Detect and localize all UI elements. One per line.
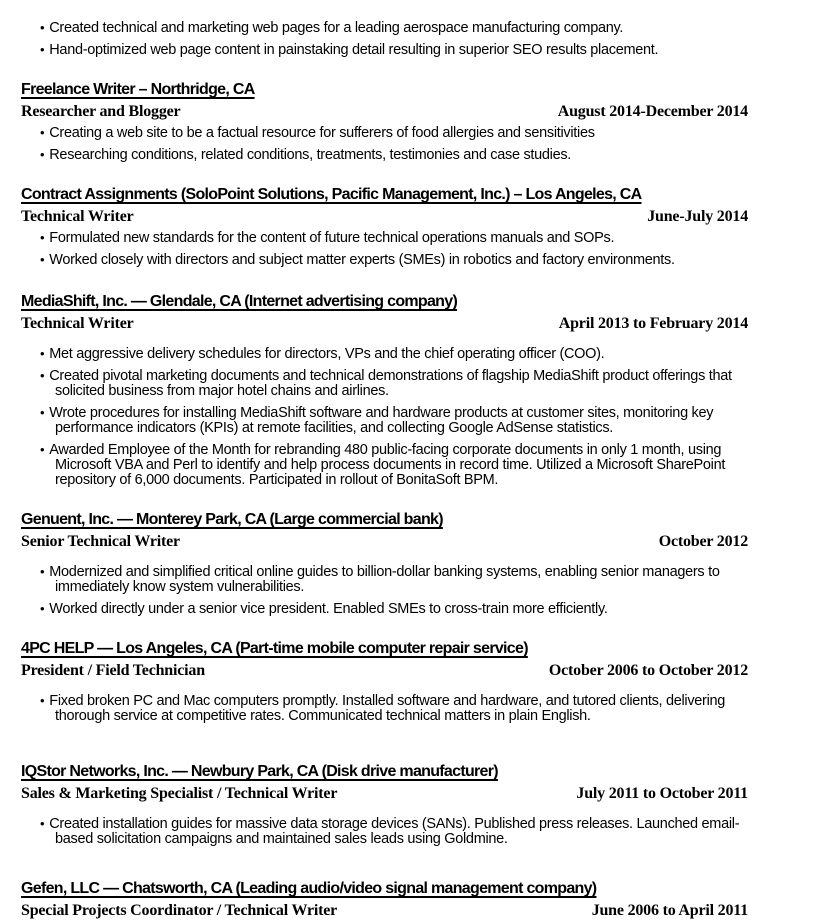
bullet-text: Formulated new standards for the content of future technical operations manuals and SOPs. [49, 230, 615, 246]
job-dates: August 2014-December 2014 [557, 103, 748, 120]
job-dates: June 2006 to April 2011 [591, 902, 748, 919]
bullet-text: Wrote procedures for installing MediaShift software and hardware products at customer sites, monitoring key performance indicators (KPIs) at remote facilities, and collecting Google AdSense statistics. [49, 405, 714, 436]
bullet-item [21, 230, 748, 246]
job-section-4pc-help [21, 639, 748, 724]
job-title: Technical Writer [21, 208, 134, 225]
job-section-iqstor [21, 762, 748, 847]
job-title: Senior Technical Writer [21, 533, 180, 550]
bullet-item [21, 693, 748, 724]
section-heading: Genuent, Inc. — Monterey Park, CA (Large commercial bank) [21, 511, 443, 528]
bullet-marker-icon: • [40, 230, 45, 245]
section-heading: Contract Assignments (SoloPoint Solutions, Pacific Management, Inc.) – Los Angeles, CA [21, 186, 642, 203]
bullet-marker-icon: • [40, 405, 45, 420]
bullet-item [21, 405, 748, 436]
section-heading: MediaShift, Inc. — Glendale, CA (Internet advertising company) [21, 293, 458, 310]
job-title-row [21, 314, 748, 333]
job-section-mediashift [21, 292, 748, 488]
job-dates: October 2012 [658, 533, 748, 550]
bullet-list [21, 346, 748, 488]
job-title: Sales & Marketing Specialist / Technical Writer [21, 785, 338, 802]
job-title-row [21, 102, 748, 121]
bullet-item [21, 147, 748, 163]
bullet-marker-icon: • [40, 601, 45, 616]
bullet-text: Met aggressive delivery schedules for directors, VPs and the chief operating officer (COO). [49, 346, 605, 362]
bullet-marker-icon: • [40, 346, 45, 361]
job-title: Special Projects Coordinator / Technical Writer [21, 902, 338, 919]
job-section-genuent [21, 510, 748, 617]
job-title: Technical Writer [21, 315, 134, 332]
bullet-item [21, 42, 748, 58]
job-section-gefen [21, 879, 748, 920]
bullet-marker-icon: • [40, 693, 45, 708]
bullet-list [21, 125, 748, 163]
job-dates: October 2006 to October 2012 [548, 662, 748, 679]
job-title-row [21, 901, 748, 920]
bullet-marker-icon: • [40, 42, 45, 57]
job-section-freelance-writer [21, 80, 748, 163]
bullet-text: Researching conditions, related conditions, treatments, testimonies and case studies. [49, 147, 572, 163]
bullet-marker-icon: • [40, 816, 45, 831]
job-title-row [21, 661, 748, 680]
bullet-text: Awarded Employee of the Month for rebranding 480 public-facing corporate documents in only 1 month, using Microsoft VBA and Perl to identify and help process documents in record time. Utilized a Microsoft SharePoint repository of 6,000 documents. Participated in rollout of BonitaSoft BPM. [49, 442, 726, 488]
job-sections [21, 80, 748, 920]
bullet-marker-icon: • [40, 252, 45, 267]
job-title-row [21, 784, 748, 803]
bullet-text: Worked closely with directors and subject matter experts (SMEs) in robotics and factory environments. [49, 252, 675, 268]
job-title: Researcher and Blogger [21, 103, 181, 120]
bullet-text: Hand-optimized web page content in painstaking detail resulting in superior SEO results placement. [49, 42, 659, 58]
job-title-row [21, 207, 748, 226]
bullet-marker-icon: • [40, 147, 45, 162]
bullet-item [21, 20, 748, 36]
job-title-row [21, 532, 748, 551]
bullet-item [21, 816, 748, 847]
section-heading: 4PC HELP — Los Angeles, CA (Part-time mobile computer repair service) [21, 640, 528, 657]
bullet-list [21, 693, 748, 724]
bullet-list [21, 564, 748, 617]
bullet-marker-icon: • [40, 368, 45, 383]
section-heading: Freelance Writer – Northridge, CA [21, 81, 255, 98]
bullet-text: Creating a web site to be a factual resource for sufferers of food allergies and sensitivities [49, 125, 595, 141]
bullet-text: Worked directly under a senior vice president. Enabled SMEs to cross-train more efficiently. [49, 601, 608, 617]
bullet-marker-icon: • [40, 125, 45, 140]
bullet-item [21, 368, 748, 399]
bullet-text: Created technical and marketing web pages for a leading aerospace manufacturing company. [49, 20, 624, 36]
bullet-text: Modernized and simplified critical online guides to billion-dollar banking systems, enabling senior managers to immediately know system vulnerabilities. [49, 564, 720, 595]
bullet-text: Fixed broken PC and Mac computers promptly. Installed software and hardware, and tutored clients, delivering thorough service at competitive rates. Communicated technical matters in plain English. [49, 693, 726, 724]
bullet-list [21, 816, 748, 847]
bullet-item [21, 564, 748, 595]
job-dates: June-July 2014 [647, 208, 748, 225]
bullet-item [21, 125, 748, 141]
bullet-marker-icon: • [40, 442, 45, 457]
bullet-item [21, 346, 748, 362]
job-dates: April 2013 to February 2014 [558, 315, 748, 332]
bullet-text: Created pivotal marketing documents and technical demonstrations of flagship MediaShift product offerings that solicited business from major hotel chains and airlines. [49, 368, 732, 399]
intro-bullet-list [21, 20, 748, 58]
job-section-contract-assignments [21, 185, 748, 268]
bullet-text: Created installation guides for massive data storage devices (SANs). Published press releases. Launched email-based solicitation campaigns and maintained sales leads using Goldmine. [49, 816, 740, 847]
bullet-marker-icon: • [40, 564, 45, 579]
section-heading: Gefen, LLC — Chatsworth, CA (Leading audio/video signal management company) [21, 880, 597, 897]
bullet-item [21, 252, 748, 268]
bullet-list [21, 230, 748, 268]
bullet-item [21, 442, 748, 488]
job-dates: July 2011 to October 2011 [576, 785, 748, 802]
job-title: President / Field Technician [21, 662, 205, 679]
bullet-marker-icon: • [40, 20, 45, 35]
section-heading: IQStor Networks, Inc. — Newbury Park, CA (Disk drive manufacturer) [21, 763, 498, 780]
bullet-item [21, 601, 748, 617]
